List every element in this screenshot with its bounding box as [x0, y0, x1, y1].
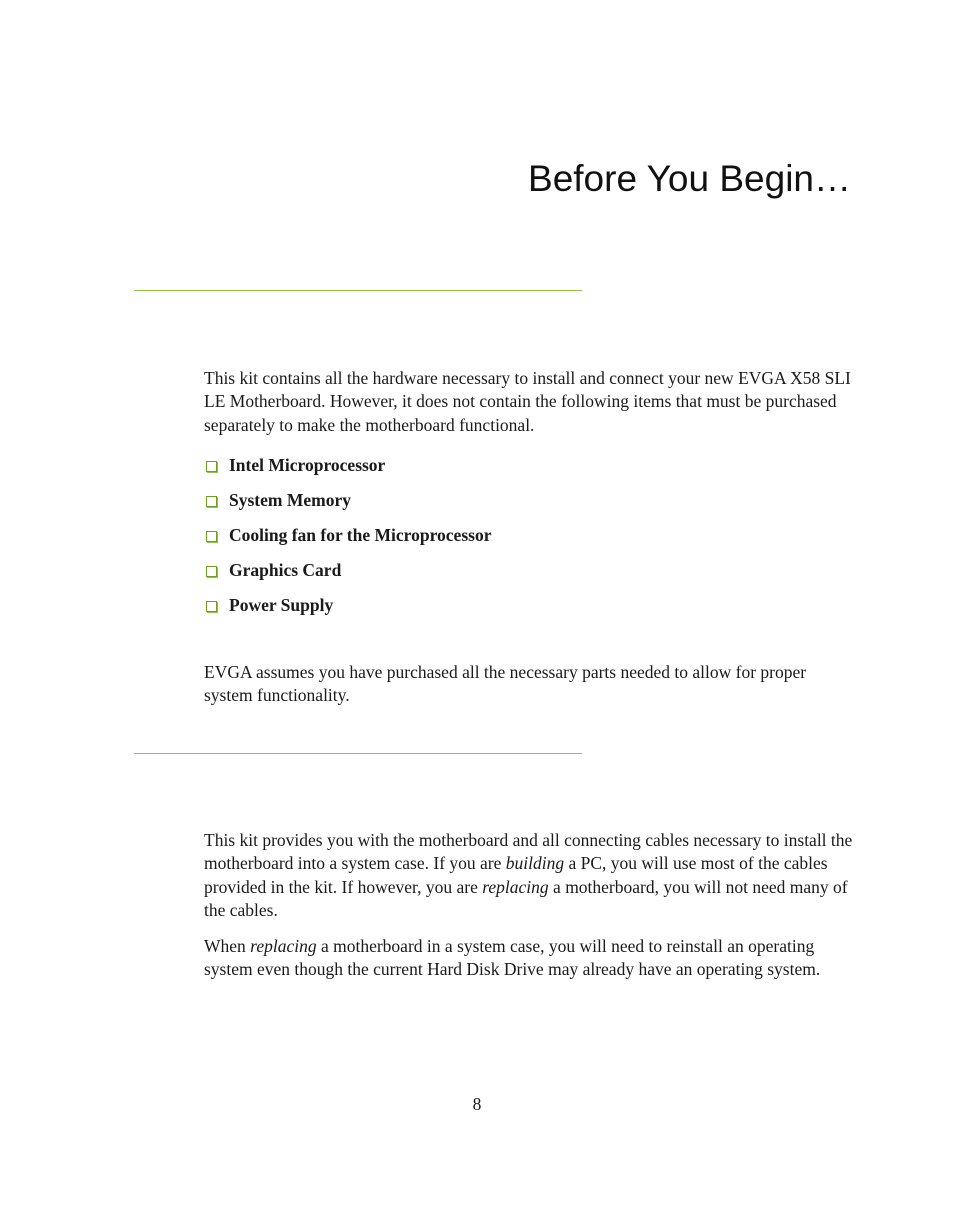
page-number: 8: [472, 1094, 482, 1114]
text-run: This kit provides you with the motherboard and all connecting cables necessary to install the motherboard into a system case. If you are: [204, 830, 853, 874]
list-item: [204, 553, 491, 588]
list-item-label: Power Supply: [229, 595, 334, 615]
list-item-label: Intel Microprocessor: [229, 455, 386, 475]
list-item-label: System Memory: [229, 490, 351, 510]
assumption-paragraph: EVGA assumes you have purchased all the necessary parts needed to allow for proper system functionality.: [204, 662, 807, 706]
list-item: [204, 483, 491, 518]
text-run: a PC, you will use most of the cables provided in the kit. If however, you are: [204, 853, 828, 897]
text-run: a motherboard, you will not need many of the cables.: [204, 876, 848, 921]
checkbox-bullet-icon: [206, 566, 217, 577]
checkbox-bullet-icon: [206, 601, 217, 612]
emphasis-building: building: [505, 853, 565, 874]
emphasis-replacing: replacing: [482, 876, 549, 897]
list-item: [204, 518, 491, 553]
text-run: a motherboard in a system case, you will need to reinstall an operating system even though the current Hard Disk Drive may already have an operating system.: [204, 936, 821, 980]
checkbox-bullet-icon: [206, 496, 217, 507]
section-divider-bottom: [134, 753, 582, 754]
list-item-label: Graphics Card: [229, 560, 342, 580]
replacing-paragraph: [204, 935, 854, 982]
kit-contents-paragraph: [204, 829, 854, 923]
required-items-list: [204, 448, 491, 623]
list-item: [204, 588, 491, 623]
text-run: When: [204, 936, 251, 956]
list-item: [204, 448, 491, 483]
list-item-label: Cooling fan for the Microprocessor: [229, 525, 492, 545]
section-divider-top: [134, 290, 582, 291]
page-title: Before You Begin…: [528, 158, 851, 199]
checkbox-bullet-icon: [206, 461, 217, 472]
checkbox-bullet-icon: [206, 531, 217, 542]
emphasis-replacing: replacing: [250, 936, 317, 956]
intro-paragraph: This kit contains all the hardware necessary to install and connect your new EVGA X58 SLI LE Motherboard. However, it does not contain the following items that must be purchased separately to make the motherboard functional.: [204, 368, 851, 435]
